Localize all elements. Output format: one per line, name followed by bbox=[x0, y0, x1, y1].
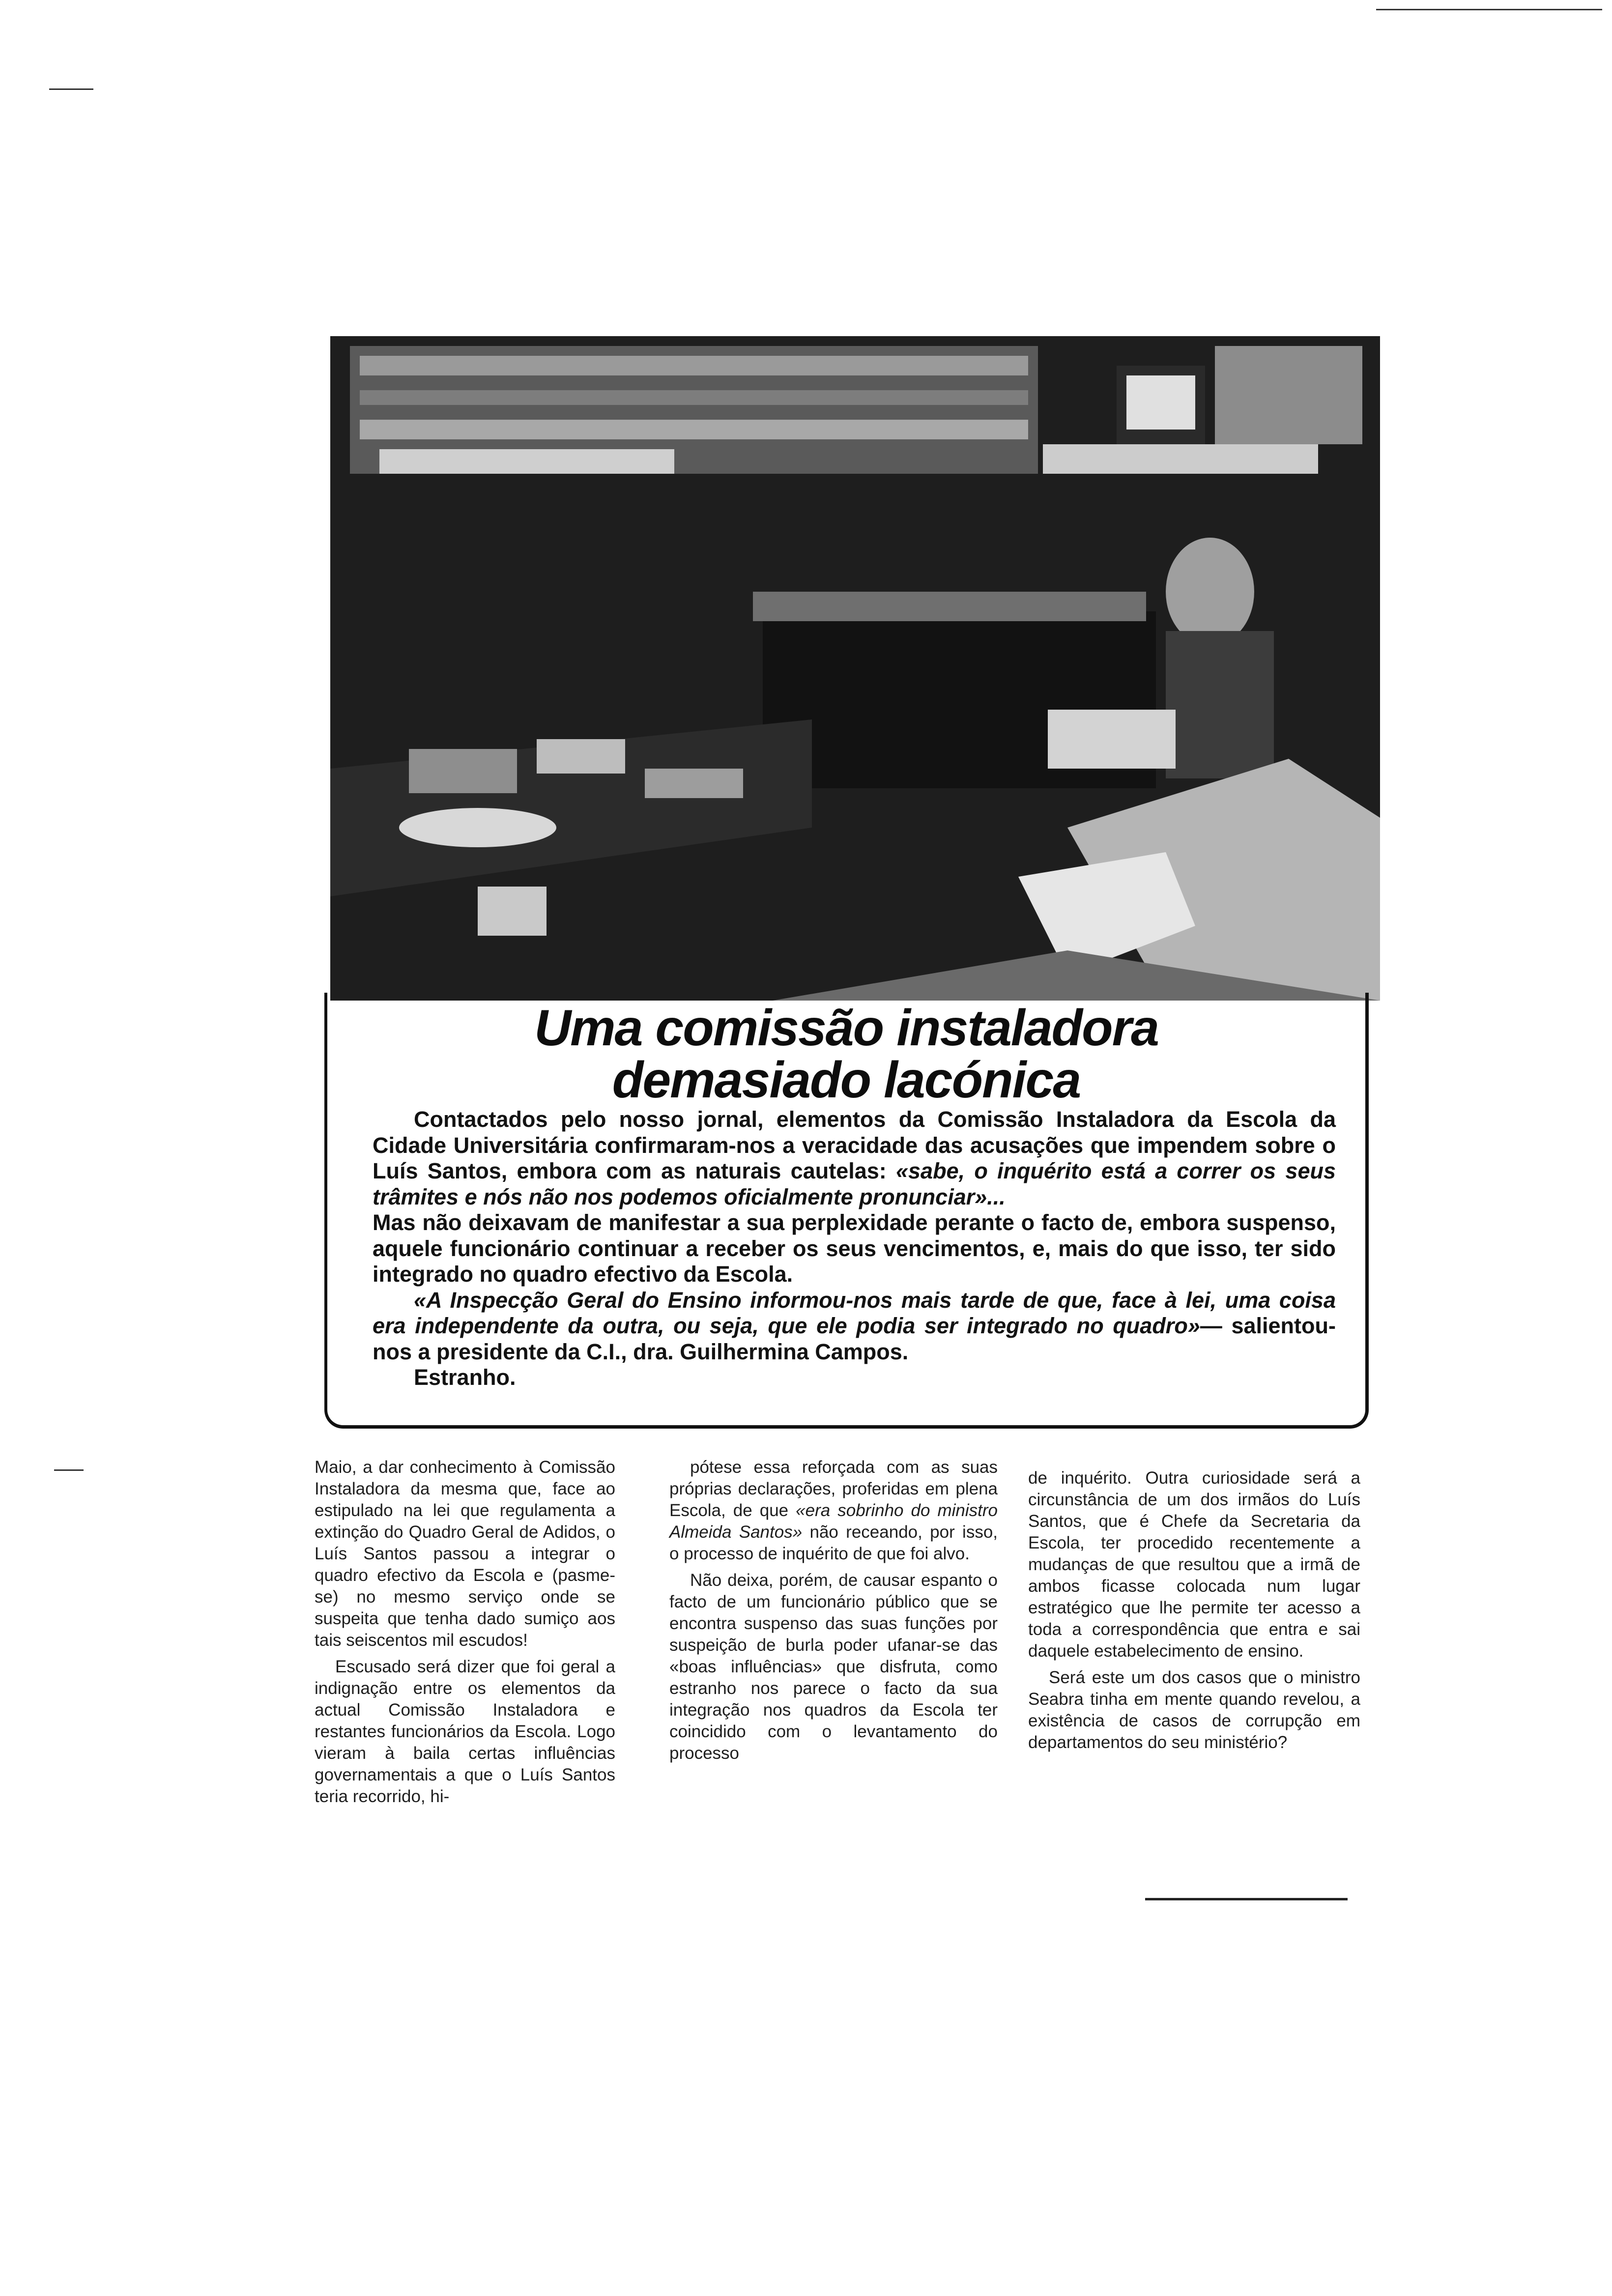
lead-text bbox=[373, 1107, 1336, 1391]
lead-p3-text: — salientou-nos a presidente da C.I., dra. Guilhermina Campos. bbox=[373, 1313, 1336, 1364]
column-paragraph: Maio, a dar conhecimento à Comissão Instaladora da mesma que, face ao estipulado na lei que regulamenta a extinção do Quadro Geral de Adidos, o Luís Santos passou a integrar o quadro efectivo da Escola e (pasme-se) no mesmo serviço onde se suspeita que tenha dado sumiço aos tais seiscentos mil escudos! bbox=[315, 1458, 615, 1650]
column-3 bbox=[1028, 1467, 1360, 1753]
lead-p3-quote: «A Inspecção Geral do Ensino informou-nos mais tarde de que, face à lei, uma coisa era independente da outra, ou seja, que ele podia ser integrado no quadro» bbox=[373, 1287, 1336, 1338]
lead-p1-quote: «sabe, o inquérito está a correr os seus trâmites e nós não nos podemos oficialmente pronunciar»... bbox=[373, 1158, 1336, 1209]
col2-text: pótese essa reforçada com as suas próprias declarações, proferidas em plena Escola, de que bbox=[669, 1458, 998, 1520]
column-paragraph: Será este um dos casos que o ministro Seabra tinha em mente quando revelou, a existência de casos de corrupção em departamentos do seu ministério? bbox=[1028, 1668, 1360, 1752]
col2-quote: «era sobrinho do ministro Almeida Santos» bbox=[669, 1501, 998, 1542]
column-paragraph: de inquérito. Outra curiosidade será a circunstância de um dos irmãos do Luís Santos, que é Chefe da Secretaria da Escola, ter procedido recentemente a mudanças de que resultou que a irmã de ambos ficasse colocada num lugar estratégico que lhe permite ter acesso a toda a correspondência que entra e sai daquele estabelecimento de ensino. bbox=[1028, 1468, 1360, 1661]
column-2 bbox=[669, 1457, 998, 1764]
col2-text: não receando, por isso, o processo de inquérito de que foi alvo. bbox=[669, 1522, 998, 1563]
end-rule bbox=[1145, 1898, 1348, 1900]
scan-speck bbox=[54, 1469, 84, 1471]
article-box bbox=[324, 993, 1369, 1429]
news-photo bbox=[330, 336, 1380, 1001]
column-paragraph bbox=[669, 1457, 998, 1565]
scan-speck bbox=[49, 88, 93, 90]
column-paragraph: Não deixa, porém, de causar espanto o facto de um funcionário público que se encontra suspenso das suas funções por suspeição de burla poder ufanar-se das «boas influências» que disfruta, como estranho nos parece o facto da sua integração nos quadros da Escola ter coincidido com o levantamento do processo bbox=[669, 1571, 998, 1763]
lead-paragraph bbox=[373, 1107, 1336, 1210]
lead-paragraph bbox=[373, 1288, 1336, 1365]
lead-paragraph: Mas não deixavam de manifestar a sua perplexidade perante o facto de, embora suspenso, aquele funcionário continuar a receber os seus vencimentos, e, mais do que isso, ter sido integrado no quadro efectivo da Escola. bbox=[373, 1210, 1336, 1287]
column-paragraph: Escusado será dizer que foi geral a indignação entre os elementos da actual Comissão Instaladora e restantes funcionários da Escola. Logo vieram à baila certas influências governamentais a que o Luís Santos teria recorrido, hi- bbox=[315, 1657, 615, 1806]
headline-line-1: Uma comissão instaladora bbox=[534, 1000, 1158, 1057]
lead-paragraph-estranho: Estranho. bbox=[414, 1365, 516, 1390]
photo-illustration bbox=[330, 336, 1380, 1001]
scan-speck bbox=[1376, 9, 1602, 10]
headline-line-2: demasiado lacónica bbox=[612, 1052, 1081, 1109]
lead-p1-text: Contactados pelo nosso jornal, elementos da Comissão Instaladora da Escola da Cidade Universitária confirmaram-nos a veracidade das acusações que impendem sobre o Luís Santos, embora com as naturais cautelas: bbox=[373, 1107, 1336, 1183]
column-1 bbox=[315, 1457, 615, 1808]
